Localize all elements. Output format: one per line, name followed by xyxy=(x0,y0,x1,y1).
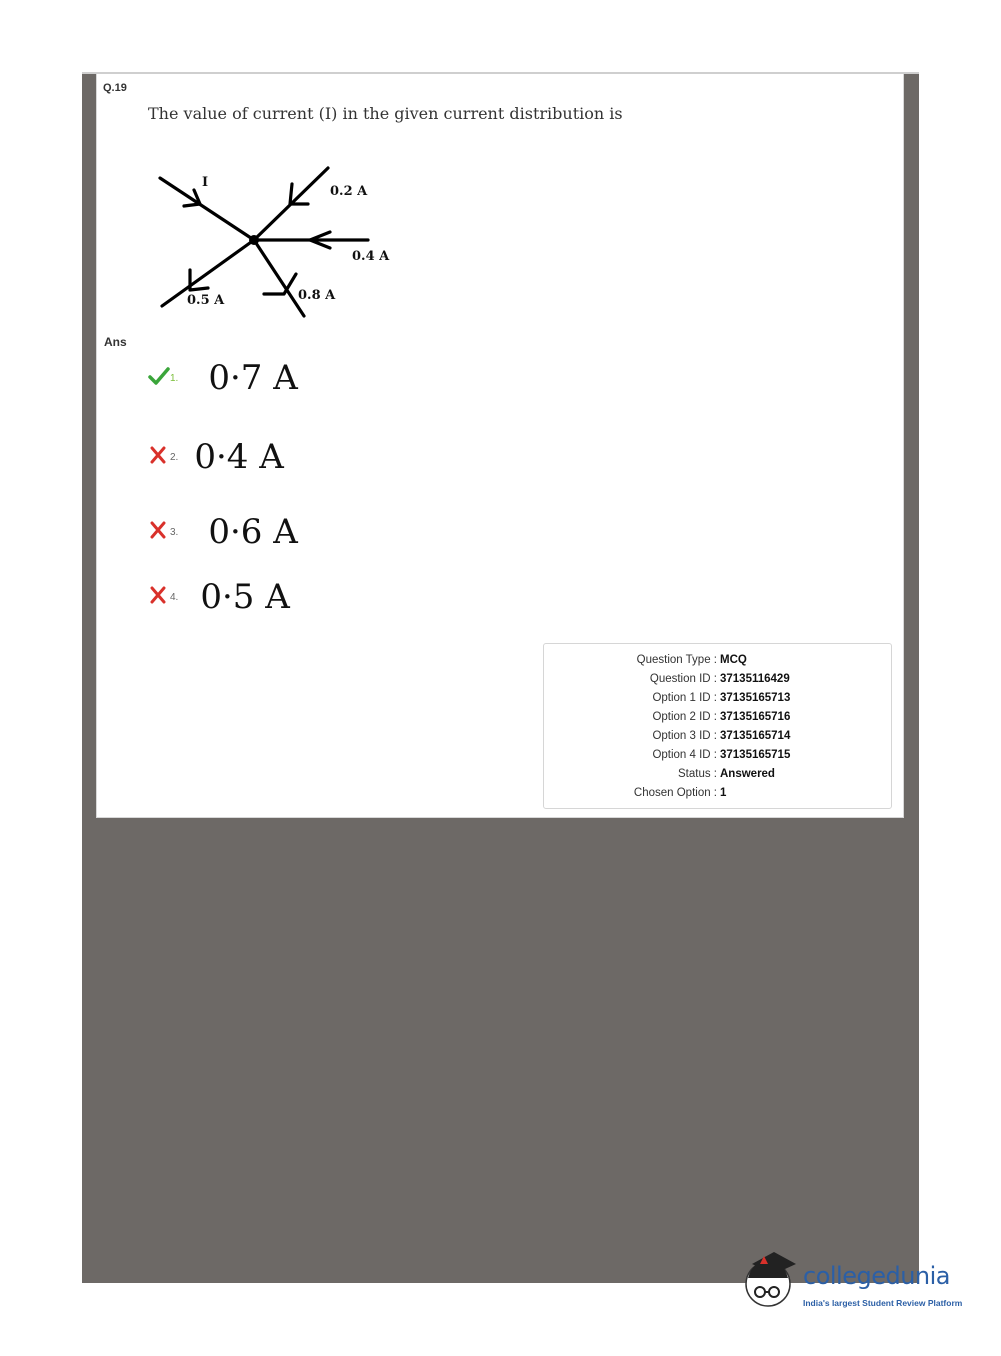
option-value: 0·7 A xyxy=(208,358,298,398)
info-value: 37135165716 xyxy=(720,711,791,723)
option-4[interactable] xyxy=(148,577,290,617)
info-value: MCQ xyxy=(720,654,747,666)
option-3[interactable] xyxy=(148,512,298,552)
info-value: 37135165713 xyxy=(720,692,791,704)
label-0-4: 0.4 A xyxy=(352,249,390,264)
label-0-2: 0.2 A xyxy=(330,184,368,199)
option-value: 0·5 A xyxy=(200,577,290,617)
check-icon xyxy=(148,366,170,391)
cross-icon xyxy=(148,585,170,610)
info-key: Question Type : xyxy=(636,654,717,666)
label-i: I xyxy=(202,175,209,190)
option-2[interactable] xyxy=(148,437,284,477)
option-number: 1. xyxy=(170,372,179,384)
info-value: 37135165715 xyxy=(720,749,791,761)
question-text: The value of current (I) in the given current distribution is xyxy=(148,104,623,123)
info-key: Chosen Option : xyxy=(633,787,717,799)
info-key: Option 4 ID : xyxy=(652,749,717,761)
info-value: 37135165714 xyxy=(720,730,791,742)
info-key: Option 2 ID : xyxy=(652,711,717,723)
junction-node xyxy=(249,235,259,245)
label-0-8: 0.8 A xyxy=(298,288,336,303)
answer-label: Ans xyxy=(104,335,127,349)
label-0-5: 0.5 A xyxy=(187,293,225,308)
current-distribution-diagram xyxy=(150,160,410,330)
option-number: 2. xyxy=(170,451,179,463)
info-value: 1 xyxy=(720,787,727,799)
wire-0-8 xyxy=(254,240,304,316)
card-top-border xyxy=(82,72,919,74)
info-key: Status : xyxy=(678,768,717,780)
option-number: 3. xyxy=(170,526,179,538)
cross-icon xyxy=(148,520,170,545)
question-number: Q.19 xyxy=(103,82,127,94)
brand-tagline: India's largest Student Review Platform xyxy=(803,1298,963,1308)
info-key: Question ID : xyxy=(649,673,717,685)
info-key: Option 3 ID : xyxy=(652,730,717,742)
brand-name: collegedunia xyxy=(803,1262,951,1290)
option-value: 0·6 A xyxy=(208,512,298,552)
info-value: 37135116429 xyxy=(720,673,790,685)
info-value: Answered xyxy=(720,768,775,780)
info-key: Option 1 ID : xyxy=(652,692,717,704)
option-value: 0·4 A xyxy=(194,437,284,477)
option-number: 4. xyxy=(170,591,179,603)
question-info-box xyxy=(543,643,892,809)
cross-icon xyxy=(148,445,170,470)
option-1[interactable] xyxy=(148,358,298,398)
